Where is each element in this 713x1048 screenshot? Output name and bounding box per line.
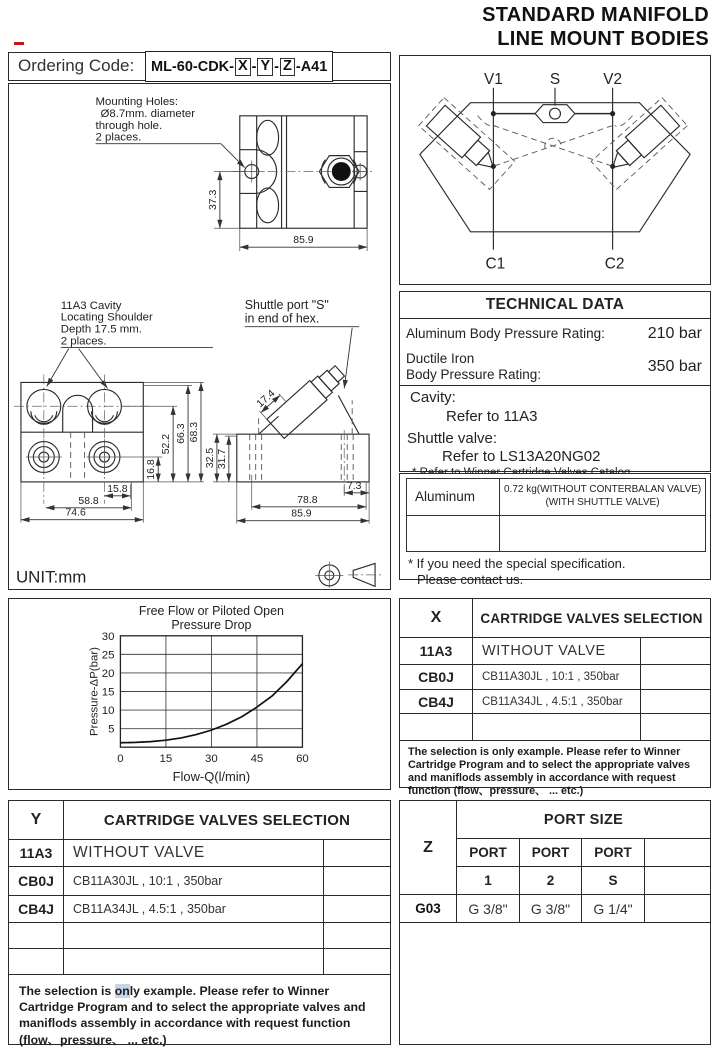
code-option-z: Z (280, 58, 295, 75)
cavity-label: Cavity: (410, 389, 456, 406)
port-label-c2: C2 (604, 255, 625, 273)
y-tick-label: 25 (101, 649, 115, 662)
pressure-drop-chart (9, 599, 390, 790)
y-row-code: CB4J (9, 896, 64, 922)
ductile-pressure-label (400, 351, 541, 383)
weight-material: Aluminum (407, 479, 500, 515)
port-label-v1: V1 (483, 70, 503, 88)
x-row-extra (641, 690, 710, 713)
hydraulic-schematic-panel (399, 55, 711, 285)
x-row-desc: WITHOUT VALVE (473, 638, 641, 664)
x-header-code: X (400, 599, 473, 637)
x-tick-label: 30 (205, 753, 218, 766)
y-tick-label: 5 (108, 723, 115, 736)
ordering-code-box (8, 52, 391, 81)
top-view-dim-37-3: 37.3 (207, 189, 219, 211)
technical-data-title: TECHNICAL DATA (400, 292, 710, 319)
ductile-label-line1: Ductile Iron (406, 350, 475, 366)
x-row-extra (641, 665, 710, 689)
page-title-line2: LINE MOUNT BODIES (497, 27, 709, 50)
code-sep: - (251, 58, 257, 75)
cavity-value: Refer to 11A3 (446, 407, 538, 425)
side-dim-31-7: 31.7 (216, 448, 228, 470)
table-row (400, 714, 710, 741)
y-row-extra (324, 840, 390, 866)
x-header-title: CARTRIDGE VALVES SELECTION (480, 610, 703, 626)
port-col-header: PORT (520, 839, 582, 866)
weight-table (406, 478, 706, 552)
port-1-size: G 3/8" (457, 895, 520, 922)
port-label-c1: C1 (485, 255, 506, 273)
front-dim-68-3: 68.3 (189, 421, 201, 443)
y-row-extra (324, 867, 390, 895)
table-row (9, 840, 390, 867)
port-col-empty (645, 867, 710, 894)
y-row-desc: WITHOUT VALVE (64, 840, 324, 866)
code-option-x: X (235, 58, 251, 75)
table-row (9, 949, 390, 975)
port-table-header (400, 801, 710, 895)
manifold-front-view (14, 300, 213, 523)
mounting-note-line3: through hole. (95, 119, 163, 132)
y-row-extra (324, 896, 390, 922)
code-suffix: -A41 (295, 58, 328, 75)
table-row (9, 867, 390, 896)
cavity-note-line2: Locating Shoulder (60, 311, 153, 324)
chart-title-line: Pressure Drop (171, 617, 252, 632)
ductile-label-line2: Body Pressure Rating: (406, 367, 542, 382)
counterbalance-valve-right (591, 98, 687, 190)
weight-value-empty (500, 516, 705, 552)
y-row-desc (64, 949, 324, 974)
port-label-s: S (549, 70, 561, 88)
dimension-drawings (9, 84, 390, 588)
note-highlight: on (114, 984, 130, 998)
port-row-empty (645, 895, 710, 922)
weight-value-line2: (WITH SHUTTLE VALVE) (545, 496, 660, 508)
manifold-side-view (205, 298, 369, 524)
shuttle-valve-label: Shuttle valve: (407, 429, 498, 447)
page-title (482, 4, 709, 51)
side-dim-85-9: 85.9 (291, 508, 312, 520)
y-tick-label: 15 (101, 686, 115, 699)
cavity-note-line3: Depth 17.5 mm. (60, 323, 142, 336)
x-row-extra (641, 714, 710, 740)
front-dim-66-3: 66.3 (176, 423, 188, 444)
y-row-code: CB0J (9, 867, 64, 895)
dimension-drawings-panel (8, 83, 391, 590)
chart-title-line: Free Flow or Piloted Open (138, 603, 284, 618)
shuttle-valve-value: Refer to LS13A20NG02 (442, 448, 601, 466)
mounting-note-line4: 2 places. (95, 131, 142, 144)
side-dim-32-5: 32.5 (204, 447, 216, 469)
y-row-code (9, 923, 64, 948)
code-prefix: ML-60-CDK- (151, 58, 234, 75)
aluminum-pressure-label: Aluminum Body Pressure Rating: (406, 325, 605, 341)
code-sep: - (274, 58, 279, 75)
manifold-top-view (96, 96, 376, 251)
y-row-desc (64, 923, 324, 948)
technical-data-panel (399, 291, 711, 472)
y-row-desc: CB11A34JL , 4.5:1 , 350bar (64, 896, 324, 922)
y-table-header (9, 801, 390, 840)
shuttle-note-line2: in end of hex. (244, 311, 320, 326)
y-tick-label: 20 (101, 667, 115, 680)
x-row-desc (473, 714, 641, 740)
port-s-size: G 1/4" (582, 895, 645, 922)
x-selection-table (399, 598, 711, 797)
y-axis-label: Pressure-ΔP(bar) (88, 647, 101, 736)
weight-value-line1: 0.72 kg(WITHOUT CONTERBALAN VALVE) (504, 484, 702, 496)
side-dim-78-8: 78.8 (297, 494, 318, 506)
x-row-code: CB4J (400, 690, 473, 713)
port-label-v2: V2 (603, 70, 623, 88)
y-header-title: CARTRIDGE VALVES SELECTION (103, 811, 351, 829)
x-row-code (400, 714, 473, 740)
front-dim-16-8: 16.8 (146, 459, 158, 480)
shuttle-note-line1: Shuttle port "S" (244, 297, 329, 312)
x-axis-label: Flow-Q(l/min) (172, 769, 251, 785)
cavity-note-line1: 11A3 Cavity (60, 299, 122, 312)
port-row-code: G03 (400, 895, 457, 922)
table-row (9, 896, 390, 923)
third-angle-projection-icon (315, 561, 381, 588)
y-row-desc: CB11A30JL , 10:1 , 350bar (64, 867, 324, 895)
y-tick-label: 30 (101, 630, 115, 643)
counterbalance-valve-left (419, 98, 515, 190)
special-spec-line2: Please contact us. (417, 572, 524, 588)
front-dim-15-8: 15.8 (107, 483, 128, 495)
note-post: ly example. Please refer to Winner Cartridge Program and to select the appropriate valves and maniflods assembly in accordance with request function (flow、pressure、 ... etc.) (19, 984, 366, 1047)
x-row-code: CB0J (400, 665, 473, 689)
ductile-pressure-value: 350 bar (647, 358, 702, 375)
port-col-number: 1 (457, 867, 520, 894)
weight-material-empty (407, 516, 500, 552)
weight-panel (399, 473, 711, 588)
side-dim-7-3: 7.3 (346, 480, 362, 492)
mounting-note-line1: Mounting Holes: (95, 95, 179, 108)
red-mark (14, 42, 24, 45)
z-header: Z (400, 801, 457, 894)
front-dim-52-2: 52.2 (161, 433, 173, 455)
y-row-extra (324, 923, 390, 948)
table-row (400, 638, 710, 665)
y-tick-label: 10 (101, 705, 115, 718)
code-option-y: Y (257, 58, 273, 75)
port-col-header: PORT (457, 839, 520, 866)
mounting-note-line2: Ø8.7mm. diameter (100, 107, 196, 120)
x-tick-label: 60 (296, 753, 309, 766)
y-header-code: Y (9, 801, 64, 839)
port-col-empty (645, 839, 710, 866)
cavity-note-line4: 2 places. (60, 335, 107, 348)
page-title-line1: STANDARD MANIFOLD (482, 4, 709, 26)
y-selection-table (8, 800, 391, 1045)
port-size-title: PORT SIZE (457, 801, 710, 839)
ordering-code-label: Ordering Code: (18, 56, 135, 75)
hydraulic-schematic (400, 56, 710, 285)
pressure-drop-chart-panel (8, 598, 391, 790)
port-col-number: 2 (520, 867, 582, 894)
special-spec-note (408, 556, 626, 589)
y-row-extra (324, 949, 390, 974)
side-dim-17-4: 17.4 (254, 388, 278, 410)
weight-value (500, 479, 705, 515)
table-row (400, 690, 710, 714)
x-table-header (400, 599, 710, 638)
ordering-code-value (145, 51, 333, 82)
x-row-desc: CB11A34JL , 4.5:1 , 350bar (473, 690, 641, 713)
x-row-extra (641, 638, 710, 664)
table-row (400, 895, 710, 923)
note-pre: The selection is (19, 984, 115, 998)
port-size-table (399, 800, 711, 1045)
x-selection-note: The selection is only example. Please refer to Winner Cartridge Program and to select the appropriate valves and maniflods assembly in accordance with request function (flow、pressure、 ... etc.) (408, 746, 691, 797)
y-row-code: 11A3 (9, 840, 64, 866)
shuttle-hex-hole (332, 162, 351, 181)
aluminum-pressure-value: 210 bar (647, 325, 702, 342)
x-row-code: 11A3 (400, 638, 473, 664)
front-dim-74-6: 74.6 (65, 507, 86, 519)
port-col-number: S (582, 867, 645, 894)
y-selection-note (9, 975, 390, 1048)
x-tick-label: 15 (159, 753, 173, 766)
shuttle-cartridge (253, 346, 349, 439)
x-tick-label: 45 (250, 753, 264, 766)
top-view-dim-85-9: 85.9 (293, 235, 314, 247)
x-row-desc: CB11A30JL , 10:1 , 350bar (473, 665, 641, 689)
unit-label: UNIT:mm (15, 567, 87, 587)
y-row-code (9, 949, 64, 974)
port-col-header: PORT (582, 839, 645, 866)
shuttle-valve-symbol (535, 105, 575, 123)
port-2-size: G 3/8" (520, 895, 582, 922)
special-spec-line1: * If you need the special specification. (408, 556, 626, 571)
front-dim-58-8: 58.8 (78, 495, 99, 507)
table-row (400, 665, 710, 690)
table-row (9, 923, 390, 949)
x-tick-label: 0 (117, 753, 124, 766)
